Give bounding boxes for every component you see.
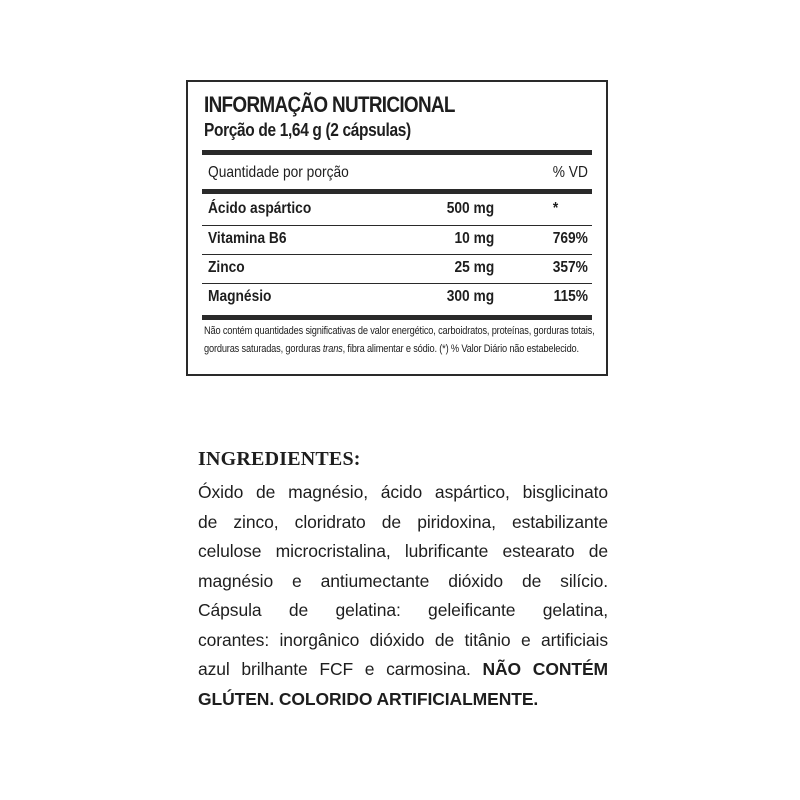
ingredients-line: celulose microcristalina, lubrificante estearato de	[198, 541, 608, 561]
ingredients-line: Óxido de magnésio, ácido aspártico, bisglicinato	[198, 482, 608, 502]
nutrient-name: Ácido aspártico	[208, 200, 312, 217]
thick-divider	[202, 189, 592, 194]
ingredients-line: corantes: inorgânico dióxido de titânio e artificiais	[198, 629, 608, 650]
header-vd: % VD	[552, 164, 588, 181]
nutrient-amount: 25 mg	[454, 259, 494, 276]
nutrition-title: INFORMAÇÃO NUTRICIONAL	[204, 92, 455, 117]
nutrient-vd: 769%	[552, 230, 588, 247]
ingredients-line-normal: azul brilhante FCF e carmosina.	[198, 659, 483, 679]
ingredients-line: Cápsula de gelatina: geleificante gelatina,	[198, 600, 608, 620]
footnote-line2-start: gorduras saturadas, gorduras	[204, 343, 323, 355]
ingredients-line: de zinco, cloridrato de piridoxina, estabilizante	[198, 511, 608, 532]
ingredients-list	[198, 478, 608, 714]
ingredients-line	[198, 655, 608, 685]
nutrient-vd: *	[552, 200, 558, 217]
footnote-line1: Não contém quantidades significativas de valor energético, carboidratos, proteínas, gorduras totais,	[204, 325, 595, 337]
footnote-line2-end: , fibra alimentar e sódio. (*) % Valor Diário não estabelecido.	[342, 343, 579, 355]
table-row	[202, 226, 592, 254]
thick-divider	[202, 315, 592, 320]
header-quantity: Quantidade por porção	[208, 164, 349, 181]
nutrient-amount: 500 mg	[446, 200, 494, 217]
gluten-warning-end: GLÚTEN. COLORIDO ARTIFICIALMENTE.	[198, 688, 539, 709]
thick-divider	[202, 150, 592, 155]
table-row	[202, 255, 592, 283]
ingredients-title: INGREDIENTES:	[198, 448, 361, 470]
table-row	[202, 284, 592, 312]
nutrient-amount: 10 mg	[454, 230, 494, 247]
nutrient-name: Magnésio	[208, 288, 272, 305]
nutrition-facts-table	[186, 80, 608, 376]
ingredients-line: magnésio e antiumectante dióxido de silício.	[198, 570, 608, 591]
table-row	[202, 196, 592, 224]
portion-size: Porção de 1,64 g (2 cápsulas)	[204, 120, 411, 140]
nutrient-name: Zinco	[208, 259, 245, 276]
footnote-italic-trans: trans	[322, 343, 343, 355]
gluten-warning-start: NÃO CONTÉM	[482, 659, 609, 679]
footnote	[204, 322, 599, 358]
nutrient-amount: 300 mg	[446, 288, 494, 305]
nutrient-name: Vitamina B6	[208, 230, 287, 247]
nutrient-vd: 357%	[552, 259, 588, 276]
ingredients-line	[198, 685, 608, 715]
table-header	[202, 158, 592, 188]
nutrient-vd: 115%	[553, 288, 588, 305]
